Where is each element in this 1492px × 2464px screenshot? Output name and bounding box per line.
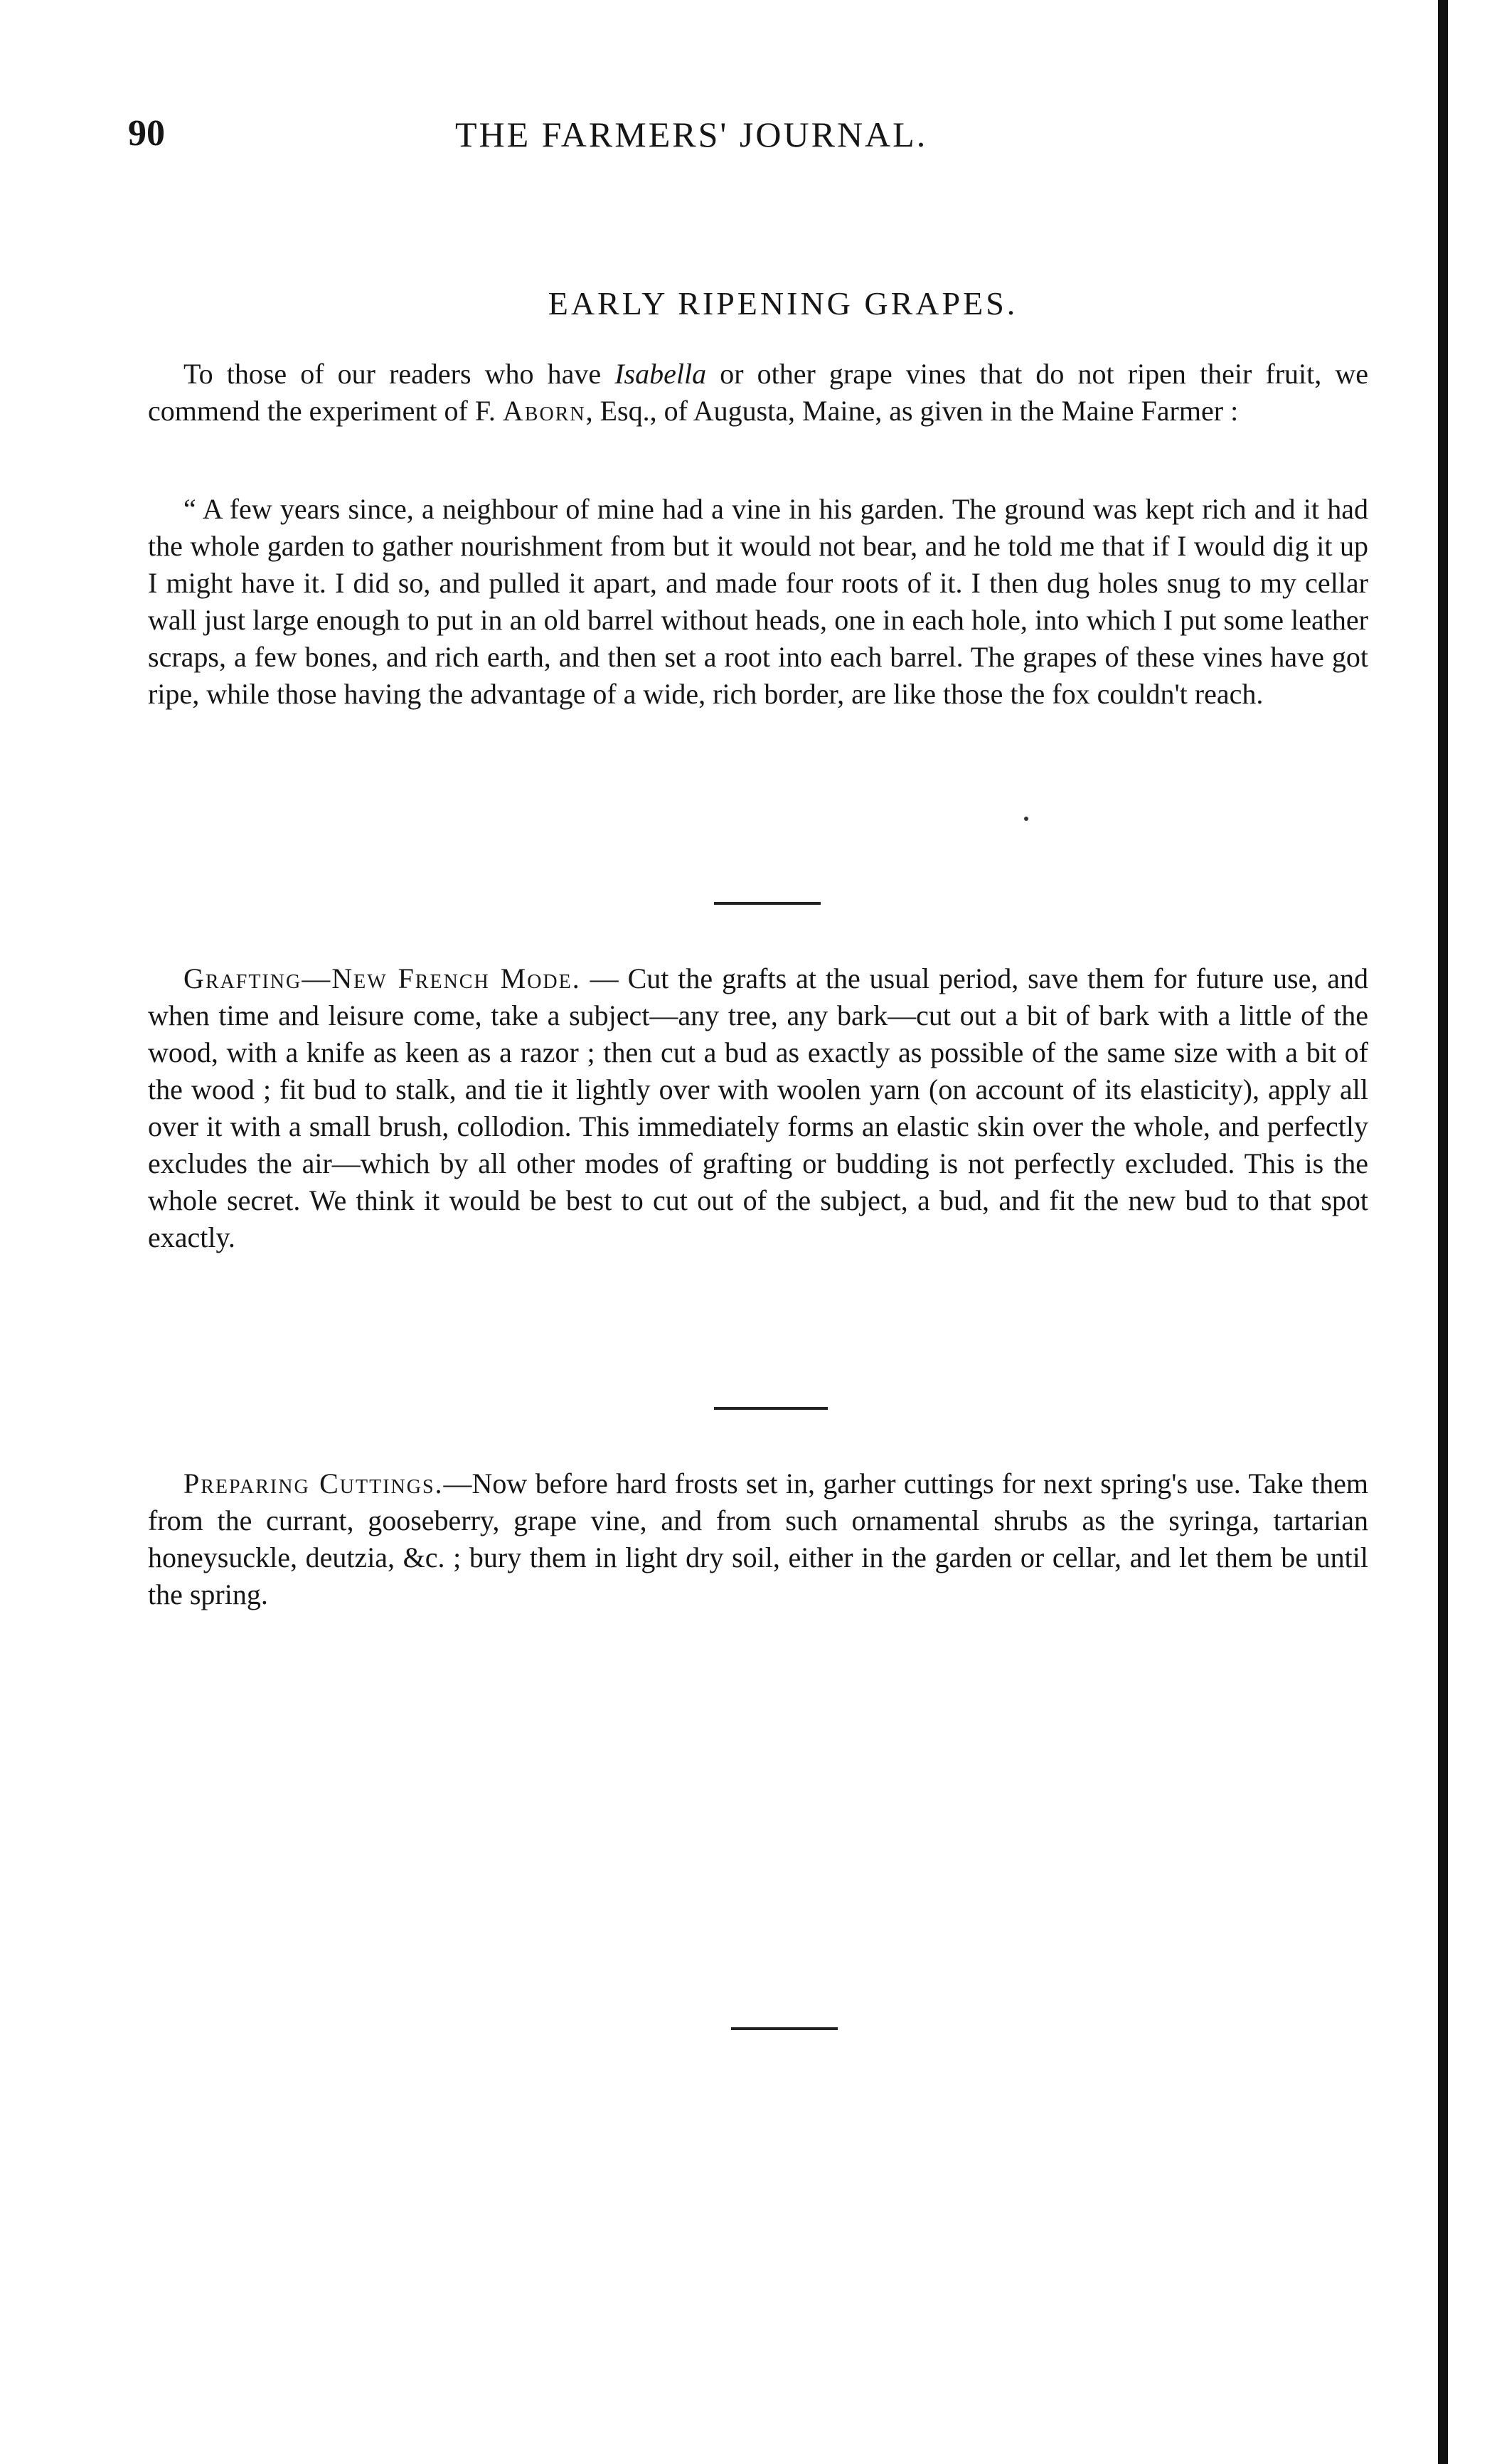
cuttings-paragraph (148, 1465, 1368, 1613)
page-number: 90 (128, 113, 165, 154)
grafting-paragraph (148, 960, 1368, 1256)
intro-author-name: Aborn (502, 395, 586, 427)
section-separator-3 (731, 2027, 838, 2030)
section-separator-1 (714, 902, 821, 905)
article-title-text: EARLY RIPENING GRAPES. (548, 285, 1018, 322)
grafting-body: — Cut the grafts at the usual period, save them for future use, and when time and leisure come, take a subject—any tree, any bark—cut out a bit of bark with a little of the wood, with a knife as keen as a razor ; then cut a bud as exactly as possible of the same size with a bit of the wood ; fit bud to stalk, and tie it lightly over with woolen yarn (on account of its elasticity), apply all over it with a small brush, collodion. This immediately forms an elastic skin over the whole, and perfectly excludes the air—which by all other modes of grafting or budding is not perfectly excluded. This is the whole secret. We think it would be best to cut out of the subject, a bud, and fit the new bud to that spot exactly. (148, 962, 1368, 1253)
intro-text-c: , Esq., of Augusta, Maine, as given in the Maine Farmer : (585, 395, 1239, 427)
article-intro (148, 356, 1368, 430)
page-edge-rule (1438, 0, 1448, 2464)
grafting-heading: Grafting—New French Mode. (183, 962, 581, 994)
cuttings-body: —Now before hard frosts set in, garher cuttings for next spring's use. Take them from the currant, gooseberry, grape vine, and from such ornamental shrubs as the syringa, tartarian honeysuckle, deutzia, &c. ; bury them in light dry soil, either in the garden or cellar, and let them be until the spring. (148, 1467, 1369, 1610)
intro-text-a: To those of our readers who have (183, 358, 615, 390)
article-quote: “ A few years since, a neighbour of mine had a vine in his garden. The ground was kept rich and it had the whole garden to gather nourishment from but it would not bear, and he told me that if I would dig it up I might have it. I did so, and pulled it apart, and made four roots of it. I then dug holes snug to my cellar wall just large enough to put in an old barrel without heads, one in each hole, into which I put some leather scraps, a few bones, and rich earth, and then set a root into each barrel. The grapes of these vines have got ripe, while those having the advantage of a wide, rich border, are like those the fox couldn't reach. (148, 493, 1368, 710)
stray-ink-dot (1024, 817, 1028, 821)
page-header (128, 112, 1053, 162)
intro-variety-name: Isabella (614, 358, 707, 390)
intro-text-b: or other grape vines that do not ripen their fruit, we commend the experiment of F. (148, 358, 1368, 427)
article-title (0, 285, 1438, 322)
section-separator-2 (714, 1407, 828, 1410)
cuttings-heading: Preparing Cuttings. (183, 1467, 444, 1499)
running-title: THE FARMERS' JOURNAL. (455, 115, 928, 154)
